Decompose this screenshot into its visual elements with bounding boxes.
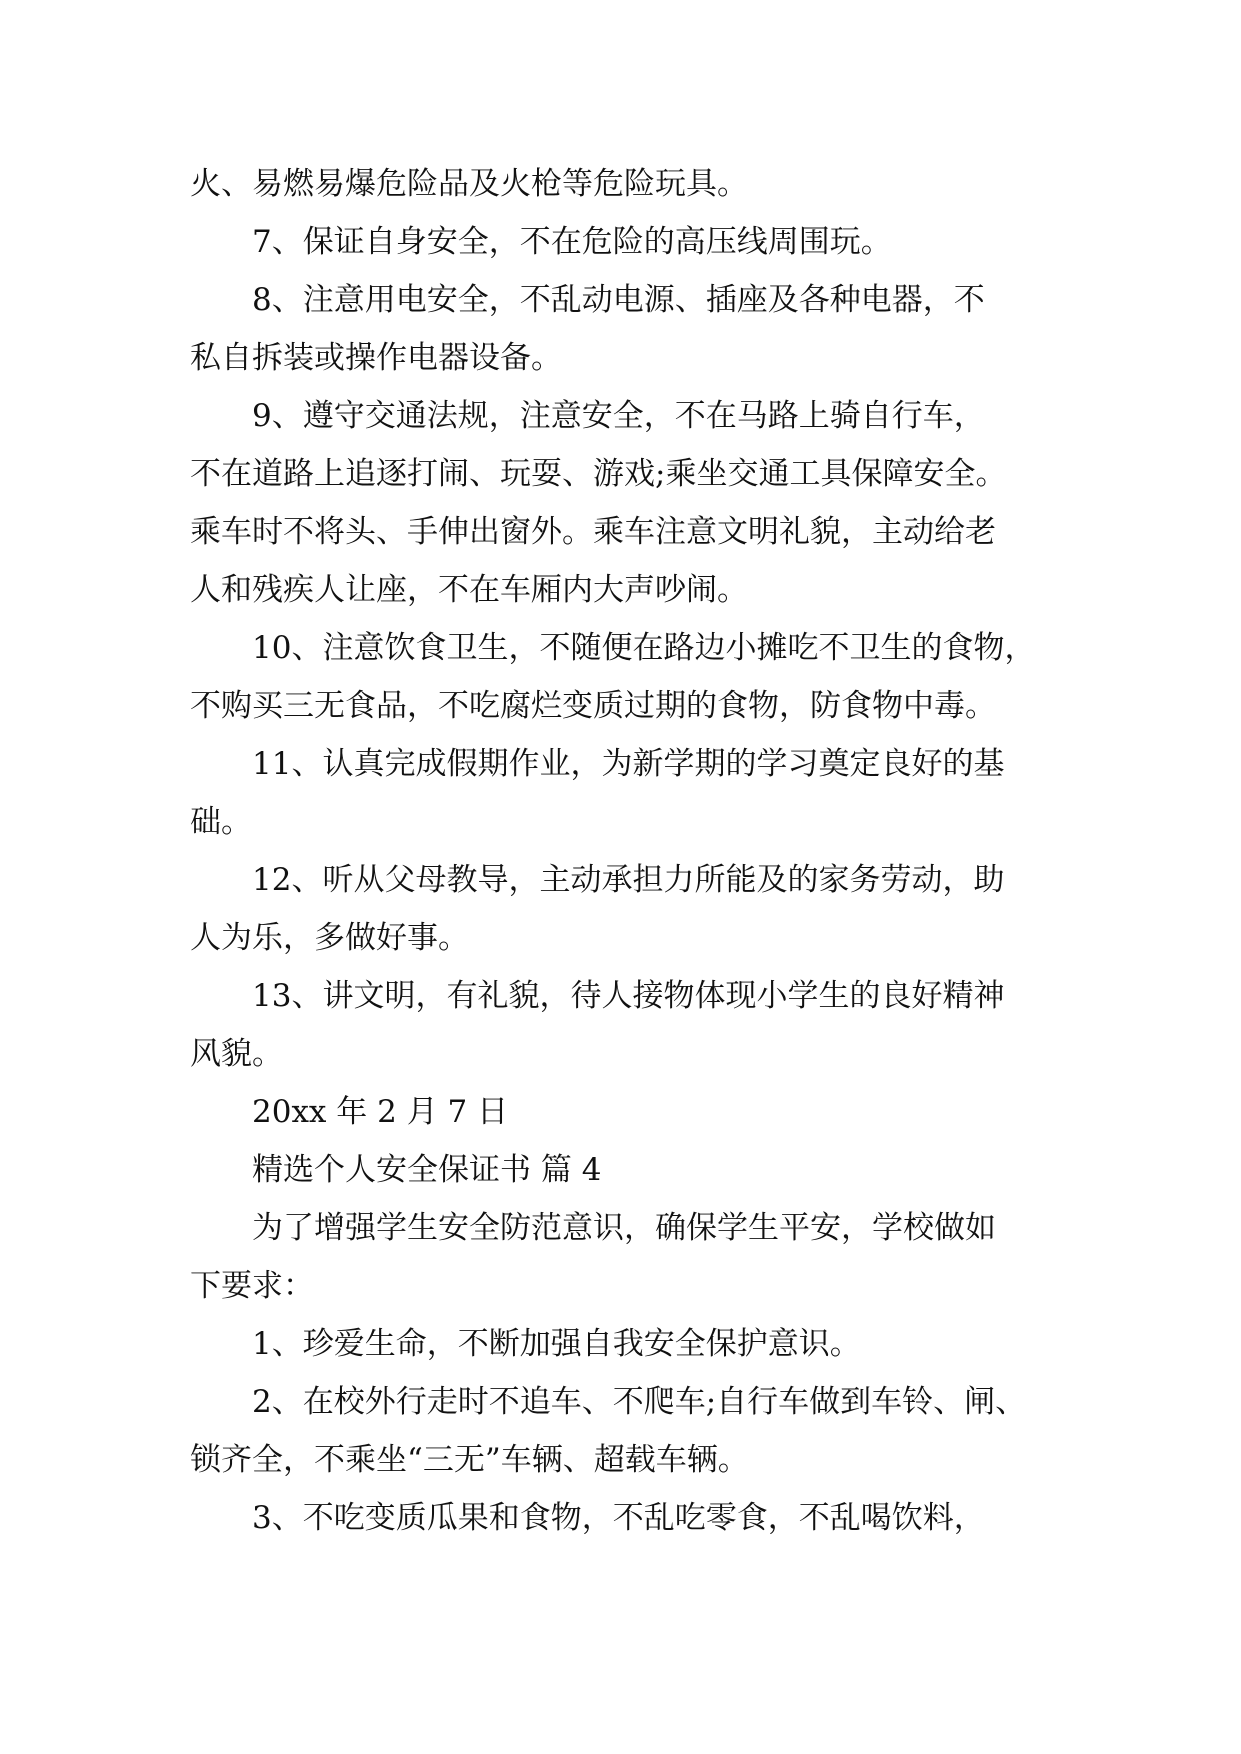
text-line: 础。 [190, 804, 252, 840]
text-line: 9、遵守交通法规，注意安全，不在马路上骑自行车， [252, 398, 985, 434]
text-line: 10、注意饮食卫生，不随便在路边小摊吃不卫生的食物， [252, 630, 1036, 666]
text-line: 1、珍爱生命，不断加强自我安全保护意识。 [252, 1326, 861, 1362]
text-line: 12、听从父母教导，主动承担力所能及的家务劳动，助 [252, 862, 1005, 898]
text-line: 8、注意用电安全，不乱动电源、插座及各种电器，不 [252, 282, 985, 318]
text-line: 11、认真完成假期作业，为新学期的学习奠定良好的基 [252, 746, 1005, 782]
text-line: 风貌。 [190, 1036, 283, 1072]
text-line: 不在道路上追逐打闹、玩耍、游戏;乘坐交通工具保障安全。 [190, 456, 1007, 492]
text-line: 人为乐，多做好事。 [190, 920, 469, 956]
text-line: 2、在校外行走时不追车、不爬车;自行车做到车铃、闸、 [252, 1384, 1027, 1420]
text-line: 乘车时不将头、手伸出窗外。乘车注意文明礼貌，主动给老 [190, 514, 996, 550]
text-line: 为了增强学生安全防范意识，确保学生平安，学校做如 [252, 1210, 996, 1246]
text-line: 3、不吃变质瓜果和食物，不乱吃零食，不乱喝饮料， [252, 1500, 985, 1536]
date-line: 20xx 年 2 月 7 日 [252, 1094, 509, 1130]
section-heading: 精选个人安全保证书 篇 4 [252, 1152, 602, 1188]
text-line: 7、保证自身安全，不在危险的高压线周围玩。 [252, 224, 892, 260]
text-line: 私自拆装或操作电器设备。 [190, 340, 562, 376]
text-line: 人和残疾人让座，不在车厢内大声吵闹。 [190, 572, 748, 608]
text-line: 不购买三无食品，不吃腐烂变质过期的食物，防食物中毒。 [190, 688, 996, 724]
text-line: 13、讲文明，有礼貌，待人接物体现小学生的良好精神 [252, 978, 1005, 1014]
text-line: 下要求： [190, 1268, 314, 1304]
text-line: 锁齐全，不乘坐“三无”车辆、超载车辆。 [190, 1442, 749, 1478]
text-line: 火、易燃易爆危险品及火枪等危险玩具。 [190, 166, 748, 202]
